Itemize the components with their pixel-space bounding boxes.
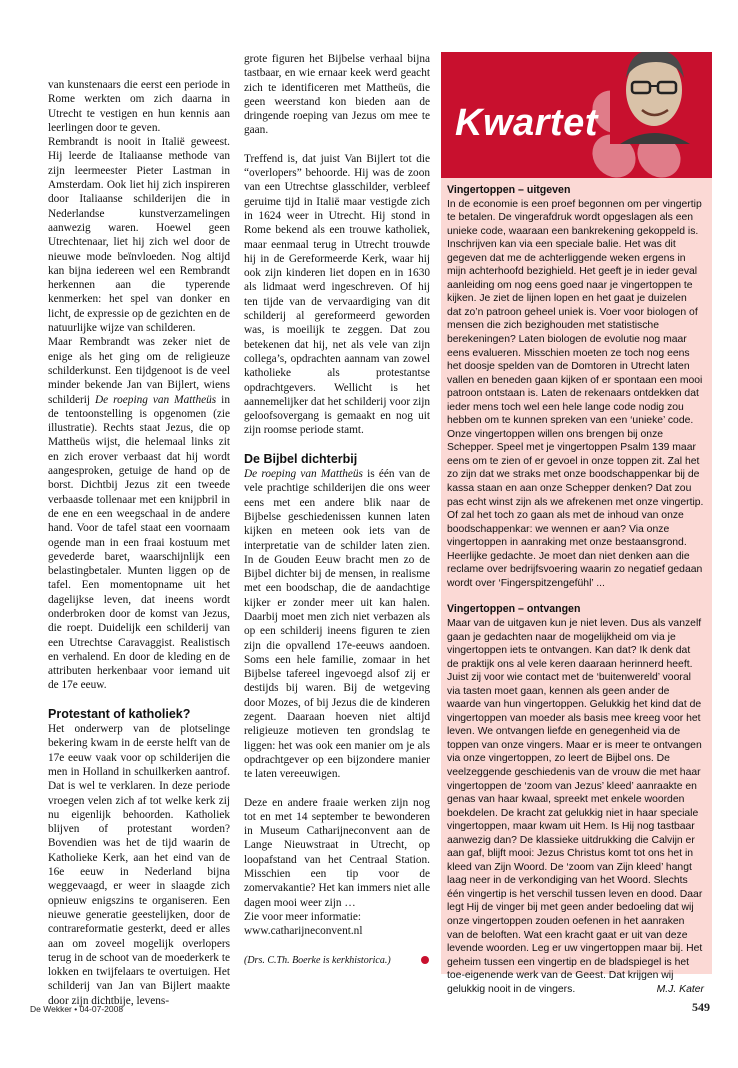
sidebar-heading: Vingertoppen – ontvangen <box>447 603 581 616</box>
page-number: 549 <box>692 1000 710 1014</box>
info-label: Zie voor meer informatie: <box>244 910 362 923</box>
sidebar-body <box>441 178 712 995</box>
sidebar-paragraph: In de economie is een proef begonnen om per vingertip te betalen. De vingerafdruk wordt opgeslagen als een unieke code, waaraan een bankrekening gekoppeld is. Inschrijven kan via een speciale balie. Het was dit gegeven dat me de achterliggende weken ergens in mijn achterhoofd bezighield. Het geeft je in ieder geval aanleiding om nog eens goed naar je vingertoppen te kijken. Je ziet de lijnen lopen en het gaat je duizelen dat zo’n patroon geheel uniek is. Voer voor biologen of mensen die zich bezighouden met statistische berekeningen? Laten biologen de evolutie nog maar eens evalueren. Misschien moeten ze toch nog eens het doosje spelden van de Domtoren in Utrecht laten vallen en beneden gaan kijken of er spontaan een mooi patroon ontstaan is. Laten de rekenaars ontdekken dat ieder mens toch wel een hele lange code nodig zou hebben om te kunnen spreken van een ‘unieke’ code. Onze vingertoppen willen ons brengen bij onze Schepper. Speel met je vingertoppen Psalm 139 maar eens om te zien of er gevoel in onze toppen zit. Zal het zo zijn dat we straks met onze boodschappenkar bij de kassa staan en aan onze Schepper denken? Dat zou pas echt winst zijn als we afrekenen met onze vingertip. Of zal het toch zo gaan als met de inhoud van onze boodschappenkar: we wennen er aan? Via onze vingertoppen in aanraking met onze bestaansgrond. Heerlijke gedachte. Je moet dan niet denken aan die reclame over bedrijfsvoering waarin zo negatief gedaan wordt over ‘Fingerspitzengefühl’ ... <box>447 198 704 589</box>
article-column-1 <box>48 78 230 1008</box>
painting-title: De roeping van Mattheüs <box>95 393 217 406</box>
column-title: Kwartet <box>455 102 598 144</box>
article-paragraph: Treffend is, dat juist Van Bijlert tot die “overlopers” behoorde. Hij was de zoon van een Utrechtse glasschilder, verbleef geruime tijd in Italië maar vestigde zich in 1624 weer in Utrecht. Hij stond in Rome bekend als een trouwe katholiek, maar eenmaal terug in Utrecht trouwde hij in de Gereformeerde Kerk, waar hij ook zijn kinderen liet dopen en in 1630 als lidmaat werd ingeschreven. Of hij ten tijde van de vervaardiging van dit schilderij al gereformeerd geworden was, is moeilijk te zeggen. Dat zou betekenen dat hij, net als vele van zijn collega’s, opdrachten aannam van zowel katholieke als protestantse opdrachtgevers. Wellicht is het aannemelijker dat het schilderij voor zijn geloofsovergang is gemaakt en nog uit zijn roomse periode stamt. <box>244 152 430 437</box>
end-mark-icon <box>421 956 429 964</box>
article-column-2 <box>244 52 430 968</box>
article-paragraph: Deze en andere fraaie werken zijn nog tot en met 14 september te bewonderen in Museum Catharijneconvent aan de Lange Nieuwstraat in Utrecht, op loopafstand van het Centraal Station. Misschien een tip voor de zomervakantie? Het kan immers niet alle dagen mooi weer zijn … <box>244 796 430 909</box>
author-avatar <box>610 52 694 144</box>
kwartet-sidebar <box>441 52 712 996</box>
author-signature: M.J. Kater <box>656 983 704 995</box>
article-paragraph: grote figuren het Bijbelse verhaal bijna tastbaar, en wie ernaar keek werd geacht zich te identificeren met Mattheüs, die geen weerstand kon bieden aan de dringende roeping van Jezus om mee te gaan. <box>244 53 430 137</box>
publication-footer: De Wekker • 04-07-2008 <box>30 1004 124 1014</box>
article-paragraph: van kunstenaars die eerst een periode in Rome werkten om zich daarna in Utrecht te vestigen en hun kennis aan leerlingen door te geven. <box>48 79 230 134</box>
sidebar-paragraph: Maar van de uitgaven kun je niet leven. Dus als vanzelf gaan je gedachten naar de mogelijkheid om via je vingertoppen iets te ontvangen. Kan dat? Ik denk dat de praktijk ons al vele keren daaraan herinnerd heeft. Juist zij voor wie contact met de ‘buitenwereld’ vooral via tasten moet gaan, kennen als geen ander de waarde van hun vingertoppen. Gelukkig het kind dat de vingertoppen van moeder als basis mee kreeg voor het leven. We ontvangen liefde en genegenheid via de toppen van onze vingers. Maar er is meer te ontvangen via onze vingertoppen, zo leert de Bijbel ons. De veelzeggende geschiedenis van de vrouw die met haar vingertoppen de ‘zoom van Jezus’ kleed’ aanraakte en genas van haar kwaal, spreekt met enkele woorden boekdelen. De kracht zat gelukkig niet in haar speciale vingertoppen, maar kwam uit Hem. Is Hij nog tastbaar aanwezig dan? De klassieke uitdrukking die Calvijn er aan gaf, blijft mooi: Jezus Christus komt tot ons het in kleed van Zijn Woord. De ‘zoom van Zijn kleed’ hangt laag neer in de verkondiging van het Woord. Slechts één vingertip is het verschil tussen leven en dood. Daar legt Hij de vinger bij met geen ander bedoeling dat wij onze vingertoppen zouden oefenen in het aanraken van de beloften. Wat een kracht gaat er uit van deze levende woorden. Leg er uw vingertoppen maar bij. Het geheim tussen een vingertip en de bladspiegel is het toe-eigenende werk van de Geest. Dat krijgen wij gelukkig nooit in de vingers. M.J. Kater <box>447 617 704 995</box>
article-paragraph: De roeping van Mattheüs is één van de vele prachtige schilderijen die ons weer eens met een andere blik naar de Bijbelse geschiedenissen kunnen laten kijken en meteen ook iets van de interpretatie van de schilder laten zien. In de Gouden Eeuw bracht men zo de Bijbel dichter bij de mensen, in realisme met een boodschap, die de aandachtige kijker er zonder meer uit kan halen. Daarbij moet men zich niet verbazen als op een schilderij ineens figuren te zien zijn die opvallend 17e-eeuws aandoen. Soms een hele familie, zomaar in het Bijbelse tafereel ingevoegd alsof zij er destijds bij waren. Bij de wetgeving door Mozes, of bij Jezus die de kinderen zegent. Daaraan hoeven niet altijd religieuze motieven ten grondslag te liggen: het was ook een manier om je als opdrachtgever op een bijzondere manier te laten vereeuwigen. <box>244 468 430 781</box>
article-paragraph: Rembrandt is nooit in Italië geweest. Hij leerde de Italiaanse methode van zijn leermeester Pieter Lastman in Amsterdam. Ook liet hij zich inspireren door Italiaanse schilderijen die in Nederlandse kunstverzamelingen aanwezig waren. Hoewel geen Utrechtenaar, liet hij zich wel door de nieuwe mode beïnvloeden. Nog altijd kan bijna iedereen wel een Rembrandt herkennen aan die typerende kenmerken: het spel van donker en licht, de expressie op de gezichten en de natuurlijke wijze van schilderen. <box>48 136 230 335</box>
sidebar-heading: Vingertoppen – uitgeven <box>447 184 571 196</box>
section-heading: Protestant of katholiek? <box>48 706 191 721</box>
author-credit: (Drs. C.Th. Boerke is kerkhistorica.) <box>244 953 430 968</box>
section-heading: De Bijbel dichterbij <box>244 451 358 466</box>
sidebar-header <box>441 52 712 178</box>
article-paragraph: Maar Rembrandt was zeker niet de enige als het ging om de religieuze schilderkunst. Een tijdgenoot is de veel minder bekende Jan van Bijlert, wiens schilderij De roeping van Mattheüs in de tentoonstelling is opgenomen (zie illustratie). Rechts staat Jezus, die op Mattheüs wijst, die helemaal links zit en zich erover verbaast dat hij wordt aangesproken, getuige de hand op de borst. Dichtbij Jezus zit een tweede verbaasde tollenaar met een knijpbril in de ene en een weegschaal in de andere hand. Voor de tafel staat een voornaam ogende man in een fraai kostuum met gevederde baret, waarschijnlijk een belastingbetaler. Munten liggen op de tafel. Een momentopname uit het dagelijkse leven, dat ineens wordt onderbroken door de komst van Jezus, die roept. Duidelijk een schilderij van een Utrechtse Caravaggist. Realistisch en verhalend. En door de kleding en de attributen herkenbaar voor iemand uit de 17e eeuw. <box>48 336 230 692</box>
article-paragraph: Het onderwerp van de plotselinge bekering kwam in de eerste helft van de 17e eeuw vaak voor op schilderijen die men in Holland in schuilkerken aantrof. Dat is wel te verklaren. In deze periode vroegen velen zich af tot welke kerk zij nu eigenlijk behoorden. Katholiek blijven of protestant worden? Bovendien was het de tijd waarin de Katholieke Kerk, aan het eind van de 16e eeuw in Nederland bijna weggevaagd, er weer in slaagde zich opnieuw enigszins te organiseren. Een nieuwe generatie geestelijken, door de contrareformatie gesterkt, deed er alles aan om zoveel mogelijk overlopers terug in de schoot van de moederkerk te lokken en twijfelaars te overtuigen. Het schilderij van Jan van Bijlert maakte door zijn dichtbije, levens- <box>48 723 230 1007</box>
website-link[interactable]: www.catharijneconvent.nl <box>244 925 363 938</box>
painting-title: De roeping van Mattheüs <box>244 468 363 481</box>
